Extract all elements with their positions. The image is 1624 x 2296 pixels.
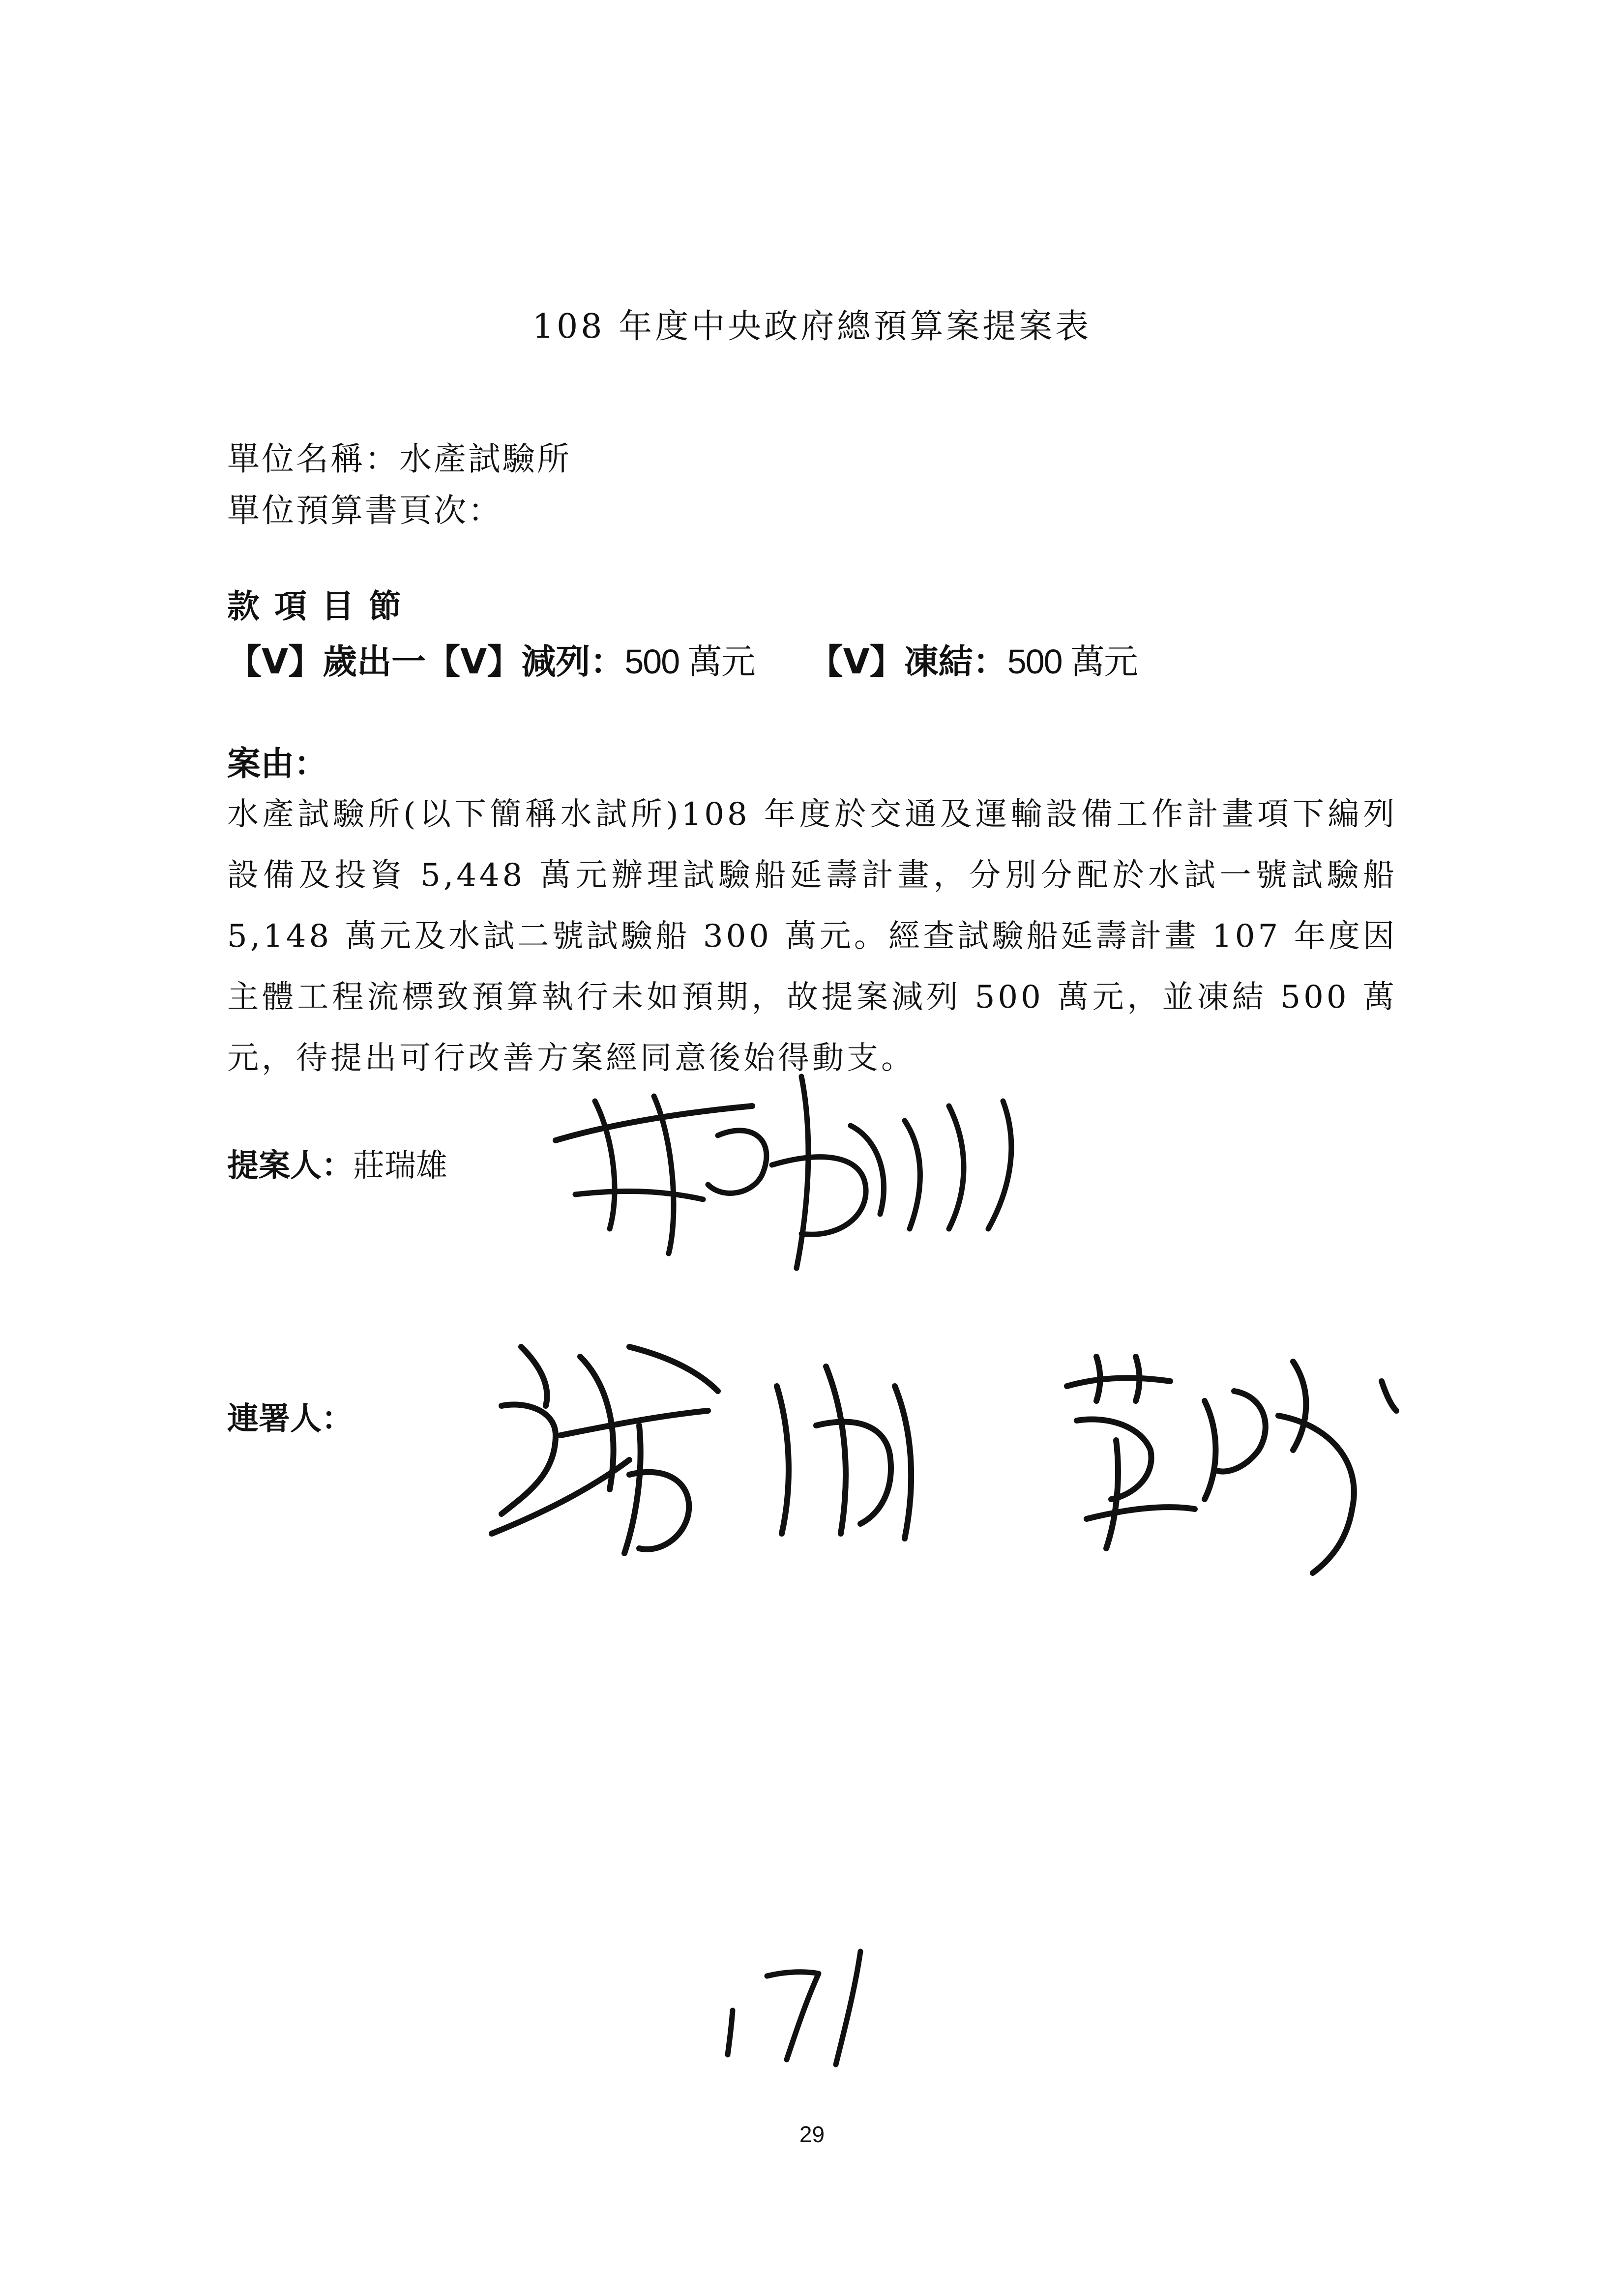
handwritten-number-171: [713, 1942, 890, 2069]
proposer-name: 莊瑞雄: [353, 1148, 447, 1183]
budget-line: [227, 634, 1137, 684]
unit-budget-page: 單位預算書頁次：: [227, 492, 502, 529]
document-title: 108 年度中央政府總預算案提案表: [532, 307, 1092, 346]
cosigner-label: 連署人：: [227, 1401, 353, 1437]
unit-name: 單位名稱：水產試驗所: [227, 440, 571, 478]
freeze-tag: 【V】凍結：: [808, 641, 1007, 682]
cosigner-signature-2: [1057, 1342, 1401, 1598]
reason-label: 案由：: [227, 745, 328, 784]
expense-tag: 【V】歲出一【V】減列：: [227, 641, 625, 682]
cosigner-signature-1: [482, 1327, 954, 1602]
proposer-signature: [546, 1067, 1037, 1298]
cut-amount: 500 萬元: [624, 642, 755, 681]
freeze-amount: 500 萬元: [1007, 642, 1138, 681]
page-number: 29: [799, 2122, 825, 2147]
proposer-label: 提案人：: [227, 1148, 353, 1184]
reason-text: 水產試驗所(以下簡稱水試所)108 年度於交通及運輸設備工作計畫項下編列設備及投資 5,448 萬元辦理試驗船延壽計畫，分別分配於水試一號試驗船 5,148 萬元及水試二號試驗船 300 萬元。經查試驗船延壽計畫 107 年度因主體工程流標致預算執行未如預期，故提案減列 500 萬元，並凍結 500 萬元，待提出可行改善方案經同意後始得動支。: [227, 796, 1397, 1076]
proposer: [227, 1140, 447, 1186]
section-header: 款項目節: [227, 587, 416, 625]
